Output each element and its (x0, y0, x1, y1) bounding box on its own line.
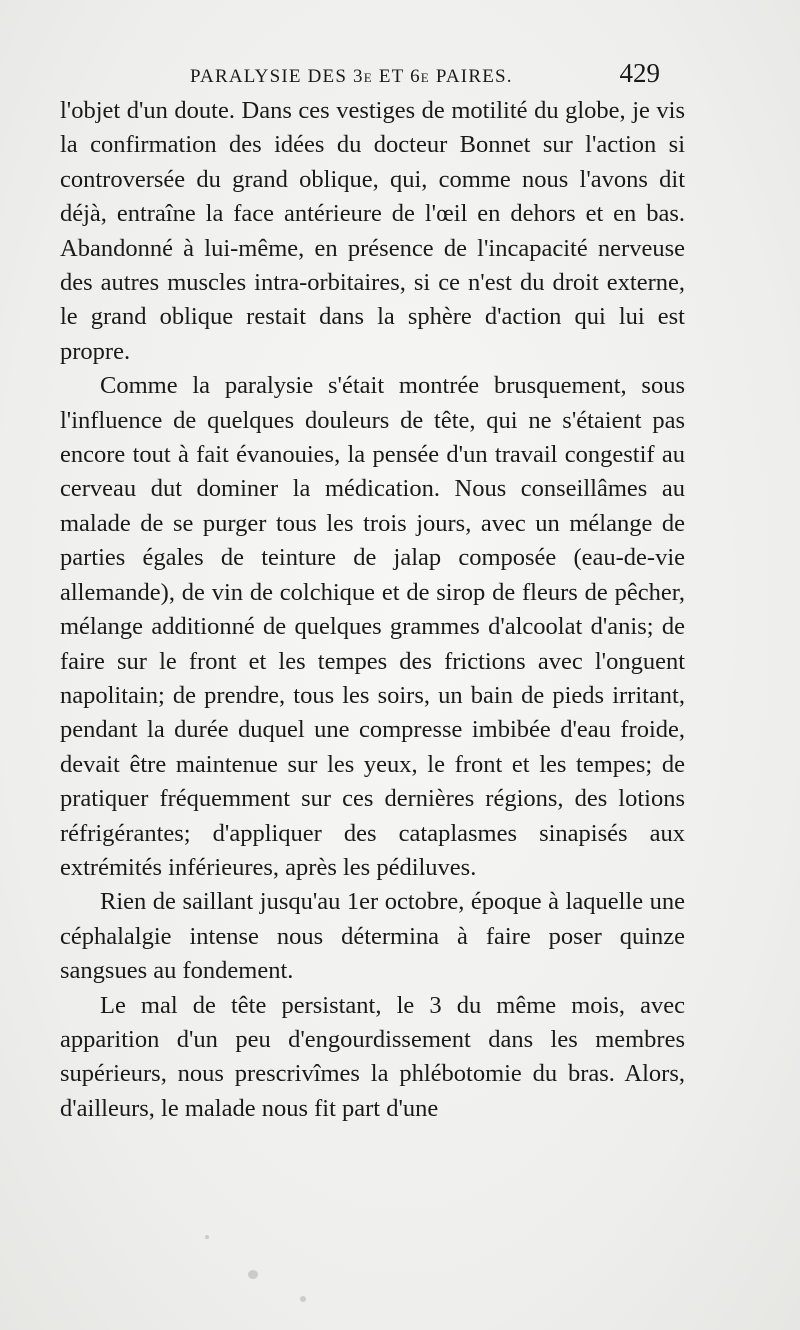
page-header (190, 58, 660, 94)
paragraph-1: l'objet d'un doute. Dans ces vestiges de motilité du globe, je vis la confirmation des idées du docteur Bonnet sur l'action si controversée du grand oblique, qui, comme nous l'avons dit déjà, entraîne la face antérieure de l'œil en dehors et en bas. Abandonné à lui-même, en présence de l'incapacité nerveuse des autres muscles intra-orbitaires, si ce n'est du droit externe, le grand oblique restait dans la sphère d'action qui lui est propre. (60, 97, 685, 365)
paper-speck (205, 1235, 209, 1239)
paragraph-2: Comme la paralysie s'était montrée brusquement, sous l'influence de quelques douleurs de tête, qui ne s'étaient pas encore tout à fait évanouies, la pensée d'un travail congestif au cerveau dut dominer la médication. Nous conseillâmes au malade de se purger tous les trois jours, avec un mélange de parties égales de teinture de jalap composée (eau-de-vie allemande), de vin de colchique et de sirop de fleurs de pêcher, mélange additionné de quelques grammes d'alcoolat d'anis; de faire sur le front et les tempes des frictions avec l'onguent napolitain; de prendre, tous les soirs, un bain de pieds irritant, pendant la durée duquel une compresse imbibée d'eau froide, devait être maintenue sur les yeux, le front et les tempes; de pratiquer fréquemment sur ces dernières régions, des lotions réfrigérantes; d'appliquer des cataplasmes sinapisés aux extrémités inférieures, après les pédiluves. (60, 372, 685, 881)
paragraph-3: Rien de saillant jusqu'au 1er octobre, époque à laquelle une céphalalgie intense nous détermina à faire poser quinze sangsues au fondement. (60, 888, 685, 985)
body-text (60, 94, 685, 1126)
paper-speck (300, 1296, 306, 1302)
running-head: PARALYSIE DES 3e ET 6e PAIRES. (190, 66, 513, 87)
paper-speck (248, 1270, 258, 1279)
paragraph-4: Le mal de tête persistant, le 3 du même mois, avec apparition d'un peu d'engourdissement dans les membres supérieurs, nous prescrivîmes la phlébotomie du bras. Alors, d'ailleurs, le malade nous fit part d'une (60, 991, 685, 1122)
page-number: 429 (619, 58, 660, 88)
